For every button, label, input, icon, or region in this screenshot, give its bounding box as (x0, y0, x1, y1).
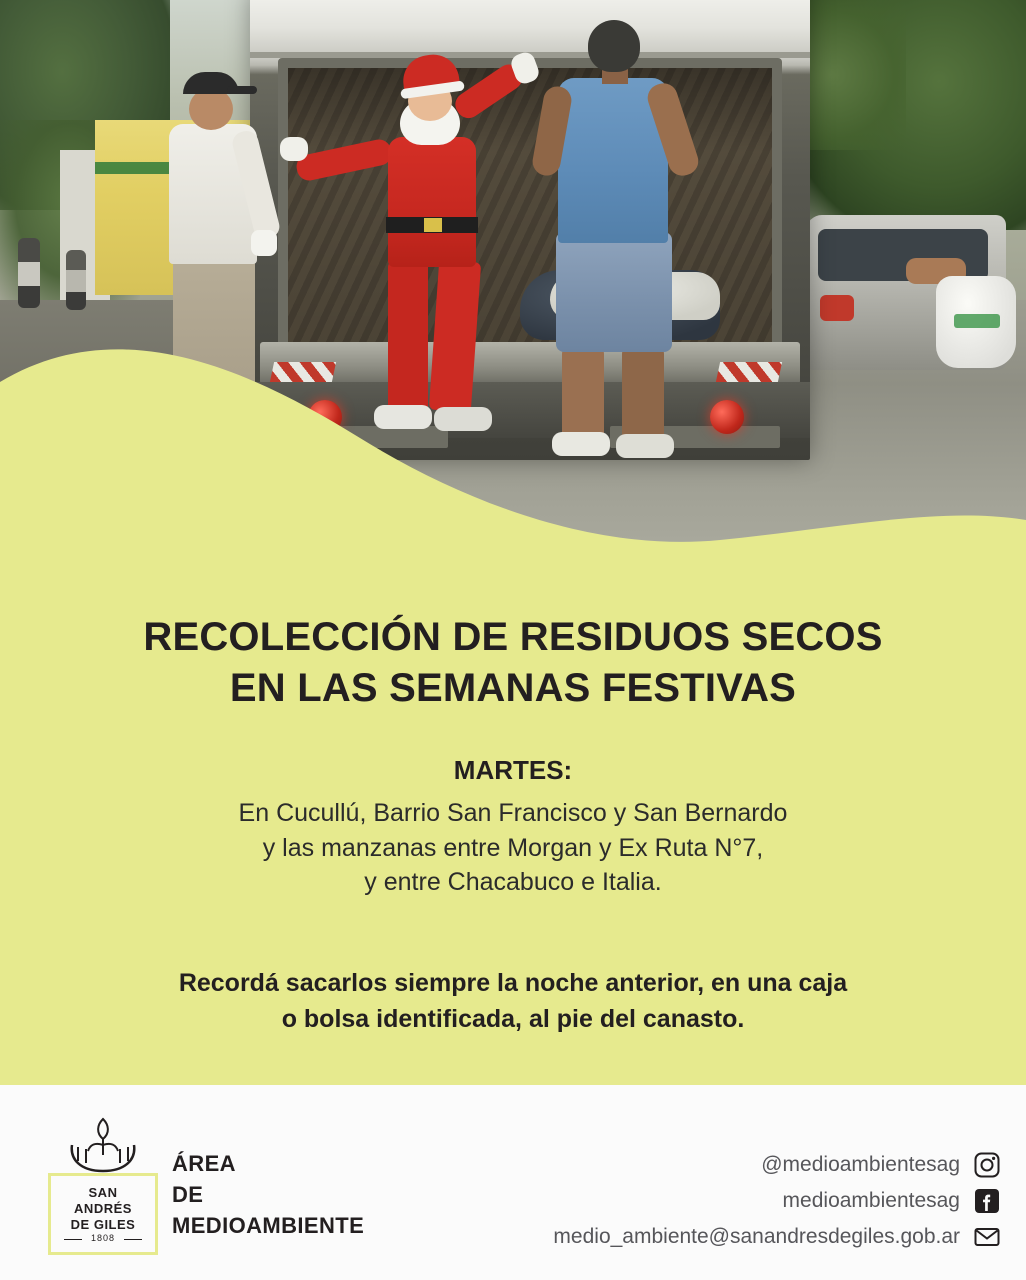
contact-facebook[interactable] (480, 1183, 1000, 1219)
santa-leg (429, 260, 481, 413)
headline-line-2: EN LAS SEMANAS FESTIVAS (229, 666, 797, 711)
logo-line-1: SAN (88, 1185, 118, 1200)
worker-head (189, 88, 233, 130)
logo-wordmark (48, 1185, 158, 1233)
santa-leg (388, 261, 428, 411)
reminder-line-1: Recordá sacarlos siempre la noche anterior, en una caja (178, 969, 848, 997)
pedestrian-figure (18, 238, 40, 308)
worker-pants (173, 258, 255, 428)
facebook-handle: medioambientesag (782, 1189, 960, 1212)
santa-shoe (374, 405, 432, 429)
content-panel (0, 560, 1026, 1085)
hand-holding-trash-bag (930, 258, 1020, 368)
worker-shoe (616, 434, 674, 458)
department-line-2: DE (172, 1182, 204, 1208)
reminder-text (0, 965, 1026, 1038)
department-line-3: MEDIOAMBIENTE (172, 1213, 365, 1239)
santa-coat (388, 137, 476, 267)
sanitation-worker-left (155, 72, 295, 462)
logo-year: 1808 (48, 1233, 158, 1243)
santa-claus-figure (330, 55, 530, 455)
contact-list (480, 1147, 1000, 1255)
worker-shoe (217, 424, 267, 446)
tail-light-icon (710, 400, 744, 434)
work-glove-icon (251, 230, 277, 256)
tail-light-icon (820, 295, 854, 321)
header-photo (0, 0, 1026, 580)
santa-belt (386, 217, 478, 233)
footer (0, 1085, 1026, 1280)
facebook-icon[interactable] (974, 1188, 1000, 1214)
pedestrian-figure (66, 250, 86, 310)
reflector-stripe (716, 362, 782, 382)
email-icon[interactable] (974, 1224, 1000, 1250)
santa-glove (280, 137, 308, 161)
schedule-detail-line-1: En Cucullú, Barrio San Francisco y San Bernardo (238, 799, 788, 827)
email-address: medio_ambiente@sanandresdegiles.gob.ar (553, 1225, 960, 1248)
municipality-logo (48, 1115, 158, 1255)
sanitation-worker-right (530, 20, 700, 460)
trash-bag (936, 276, 1016, 368)
schedule-detail-line-3: y entre Chacabuco e Italia. (364, 868, 662, 896)
schedule-detail-line-2: y las manzanas entre Morgan y Ex Ruta N°7, (262, 833, 764, 862)
logo-line-3: DE GILES (70, 1216, 136, 1232)
worker-shoe (552, 432, 610, 456)
cap-icon (183, 72, 239, 94)
schedule-detail (0, 796, 1026, 900)
contact-instagram[interactable] (480, 1147, 1000, 1183)
worker-shorts (556, 232, 672, 352)
worker-leg (562, 346, 604, 442)
instagram-handle: @medioambientesag (761, 1153, 960, 1176)
reminder-line-2: o bolsa identificada, al pie del canasto. (281, 1005, 745, 1034)
logo-line-2: ANDRÉS (74, 1200, 132, 1216)
santa-shoe (434, 407, 492, 431)
schedule-day-label: MARTES: (453, 755, 573, 785)
santa-hat-icon (400, 51, 460, 92)
page-title (0, 612, 1026, 714)
headline-line-1: RECOLECCIÓN DE RESIDUOS SECOS (143, 615, 883, 659)
worker-leg (622, 346, 664, 442)
department-line-1: ÁREA (172, 1151, 236, 1176)
worker-head (588, 20, 640, 72)
hands-holding-plant-icon (64, 1115, 142, 1177)
instagram-icon[interactable] (974, 1152, 1000, 1178)
department-name (172, 1148, 364, 1242)
worker-shoe (167, 420, 217, 442)
contact-email[interactable] (480, 1219, 1000, 1255)
